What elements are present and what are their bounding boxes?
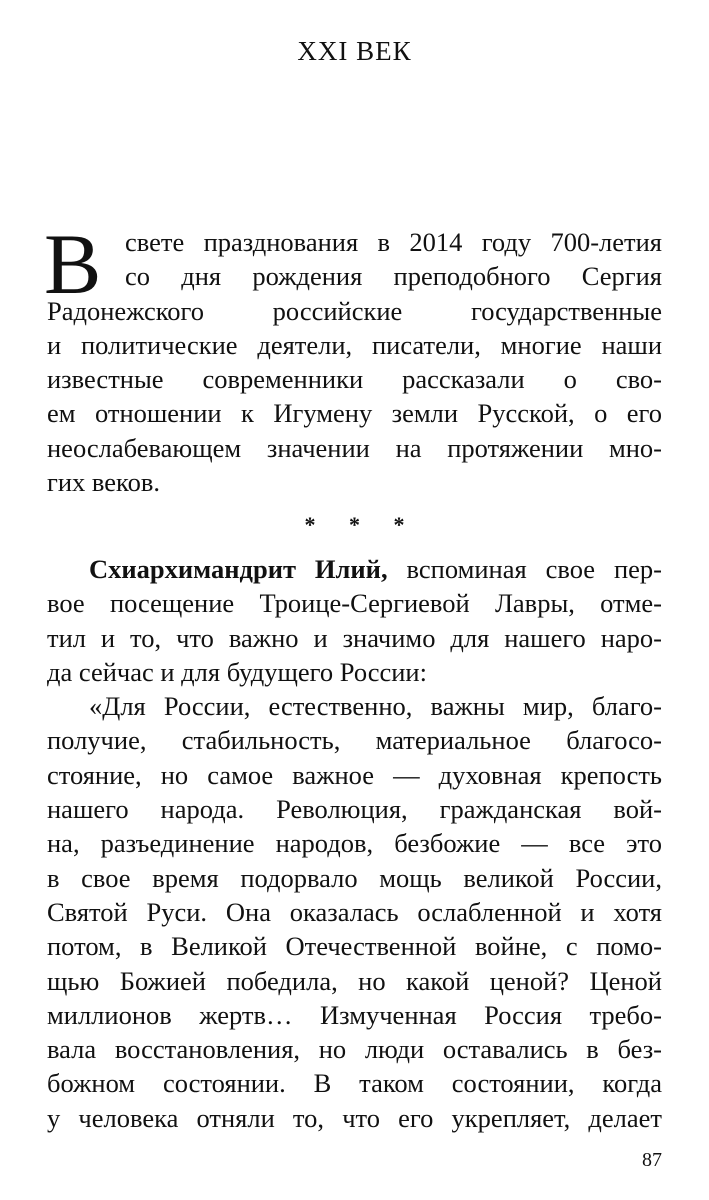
text-line: и политические деятели, писатели, многие наши [47,329,662,360]
quote-line: потом, в Великой Отечественной войне, с помо- [47,931,662,962]
drop-cap: В [44,216,102,312]
text-line: неослабевающем значении на протяжении мно- [47,432,662,463]
text-fragment: вспоминая свое пер- [387,554,663,584]
quote-line: у человека отняли то, что его укрепляет, делает [47,1102,662,1133]
text-line: вое посещение Троице-Сергиевой Лавры, отме- [47,588,662,619]
quote-line: нашего народа. Революция, гражданская вой- [47,794,662,825]
text-line: гих веков. [47,467,160,498]
quote-line: получие, стабильность, материальное благосо- [47,725,662,756]
quote-line: стояние, но самое важное — духовная крепость [47,759,662,790]
text-line [47,552,662,586]
quote-line: Святой Руси. Она оказалась ослабленной и хотя [47,896,662,927]
quote-line: вала восстановления, но люди оставались в без- [47,1034,662,1065]
text-line: известные современники рассказали о сво- [47,364,662,395]
speaker-name: Схиархимандрит Илий, [89,554,388,584]
quote-line: на, разъединение народов, безбожие — все это [47,828,662,859]
running-head: XXI ВЕК [297,36,412,66]
page-number: 87 [642,1149,662,1171]
quote-line: «Для России, естественно, важны мир, благо- [89,691,662,722]
intro-paragraph [44,216,662,499]
text-line: Радонежского российские государственные [47,295,662,326]
body-text [47,552,662,1135]
quote-line: щью Божией победила, но какой ценой? Ценой [47,965,662,996]
text-line: да сейчас и для будущего России: [47,656,427,687]
section-separator: * * * [304,512,419,537]
quote-line: божном состоянии. В таком состоянии, когда [47,1068,662,1099]
quote-line: в свое время подорвало мощь великой России, [47,862,662,893]
text-line: тил и то, что важно и значимо для нашего наро- [47,622,662,653]
text-line: ем отношении к Игумену земли Русской, о его [47,398,662,429]
text-line: со дня рождения преподобного Сергия [125,261,662,292]
text-line: свете празднования в 2014 году 700-летия [125,227,662,257]
quote-line: миллионов жертв… Измученная Россия требо- [47,999,662,1030]
